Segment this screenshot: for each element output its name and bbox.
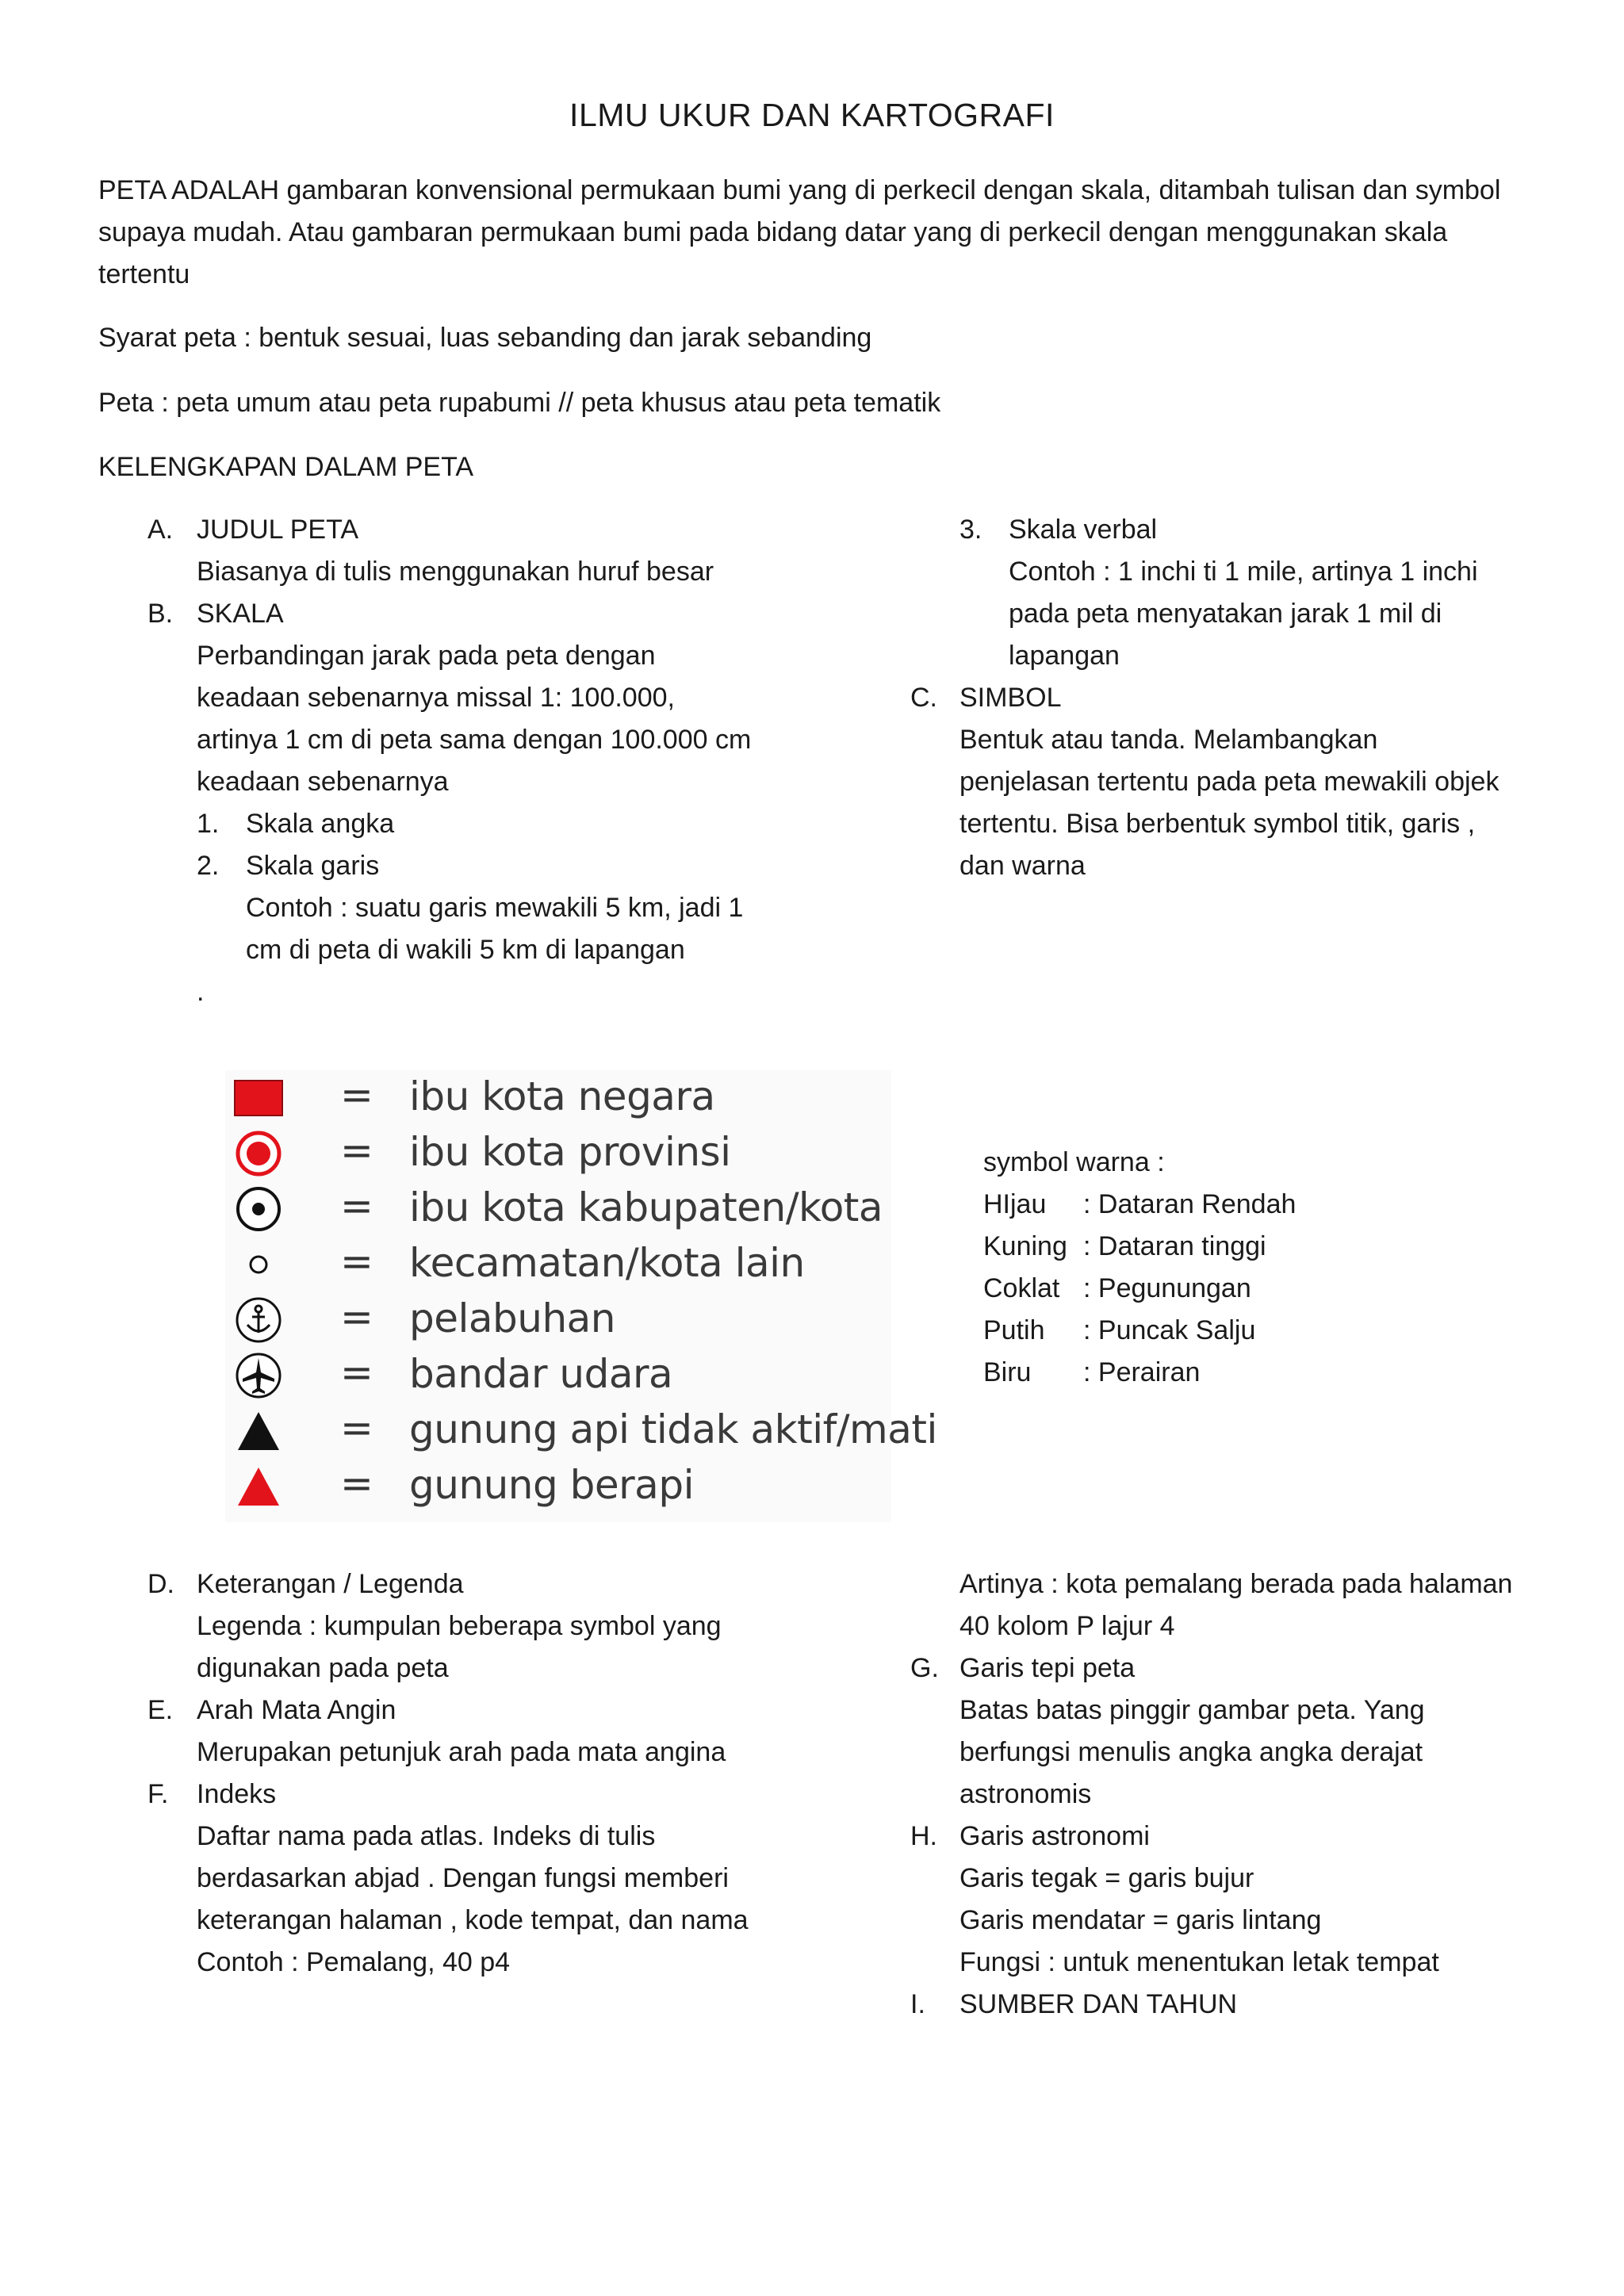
bottom-right-column: [910, 1563, 1545, 2026]
legend-label: gunung berapi: [409, 1462, 694, 1508]
item-line: Legenda : kumpulan beberapa symbol yang: [197, 1611, 722, 1641]
list-item-a: [147, 509, 798, 593]
equals-sign: =: [340, 1294, 373, 1340]
equals-sign: =: [340, 1405, 373, 1451]
list-marker: H.: [910, 1821, 937, 1851]
list-item-i: [910, 1984, 1545, 2026]
sub-marker: 2.: [197, 851, 220, 881]
intro-line: PETA ADALAH gambaran konvensional permukaan bumi yang di perkecil dengan skala, ditambah tulisan dan symbol: [98, 175, 1501, 205]
sub-line: cm di peta di wakili 5 km di lapangan: [246, 935, 685, 965]
equals-sign: =: [340, 1072, 373, 1118]
sub-marker: 1.: [197, 809, 220, 839]
item-line: keadaan sebenarnya: [197, 767, 449, 797]
warna-row: [983, 1268, 1251, 1310]
list-marker: F.: [147, 1779, 169, 1809]
equals-sign: =: [340, 1349, 373, 1395]
list-item-g: [910, 1647, 1545, 1816]
top-left-column: [147, 509, 798, 1013]
item-line: penjelasan tertentu pada peta mewakili objek: [959, 767, 1500, 797]
legend-row: [225, 1292, 891, 1348]
intro-line: tertentu: [98, 259, 190, 289]
item-title: Skala verbal: [1009, 515, 1158, 545]
item-line: keterangan halaman , kode tempat, dan nama: [197, 1905, 749, 1935]
item-line: Biasanya di tulis menggunakan huruf besar: [197, 557, 714, 587]
intro-definition: [98, 170, 1526, 296]
legend-row: [225, 1070, 891, 1126]
list-item-3: [959, 509, 1546, 677]
bottom-left-column: [147, 1563, 798, 1984]
item-line: Daftar nama pada atlas. Indeks di tulis: [197, 1821, 656, 1851]
black-triangle-icon: [233, 1406, 284, 1456]
page-title: ILMU UKUR DAN KARTOGRAFI: [569, 97, 1055, 133]
sub-line: Contoh : suatu garis mewakili 5 km, jadi 1: [246, 893, 744, 923]
warna-row: [983, 1352, 1201, 1394]
legend-label: ibu kota negara: [409, 1073, 715, 1119]
kelengkapan-heading: KELENGKAPAN DALAM PETA: [98, 452, 473, 482]
list-item-e: [147, 1689, 798, 1774]
warna-name: Biru: [983, 1357, 1032, 1387]
legend-row: [225, 1126, 891, 1181]
item-line: Artinya : kota pemalang berada pada halaman: [959, 1569, 1513, 1599]
warna-row: [983, 1184, 1297, 1226]
legend-row: [225, 1403, 937, 1459]
black-dot-ring-icon: [233, 1184, 284, 1234]
list-item-b: [147, 593, 798, 803]
item-line: berdasarkan abjad . Dengan fungsi memberi: [197, 1863, 729, 1893]
list-marker: C.: [910, 683, 937, 713]
legend-label: ibu kota kabupaten/kota: [409, 1184, 883, 1230]
top-right-lower: [910, 677, 1545, 887]
red-square-icon: [233, 1073, 284, 1123]
small-circle-icon: [233, 1239, 284, 1290]
item-title: Indeks: [197, 1779, 277, 1809]
red-dot-ring-icon: [233, 1128, 284, 1179]
equals-sign: =: [340, 1460, 373, 1506]
item-title: Arah Mata Angin: [197, 1695, 396, 1725]
item-line: Merupakan petunjuk arah pada mata angina: [197, 1737, 726, 1767]
symbol-warna-heading: symbol warna :: [983, 1147, 1165, 1177]
list-marker: A.: [147, 515, 174, 545]
item-title: SKALA: [197, 599, 284, 629]
legend-image: [225, 1070, 937, 1522]
equals-sign: =: [340, 1127, 373, 1173]
warna-row: [983, 1310, 1256, 1352]
item-line: keadaan sebenarnya missal 1: 100.000,: [197, 683, 675, 713]
symbol-warna-block: [983, 1142, 1297, 1394]
item-line: artinya 1 cm di peta sama dengan 100.000 cm: [197, 725, 752, 755]
list-item-d: [147, 1563, 798, 1689]
item-line: Bentuk atau tanda. Melambangkan: [959, 725, 1378, 755]
list-marker: E.: [147, 1695, 174, 1725]
legend-row: [225, 1348, 891, 1403]
warna-name: Coklat: [983, 1273, 1060, 1303]
list-marker: B.: [147, 599, 174, 629]
legend-label: kecamatan/kota lain: [409, 1240, 805, 1286]
item-line: Batas batas pinggir gambar peta. Yang: [959, 1695, 1425, 1725]
legend-label: pelabuhan: [409, 1295, 615, 1341]
item-line: tertentu. Bisa berbentuk symbol titik, garis ,: [959, 809, 1476, 839]
item-line: Perbandingan jarak pada peta dengan: [197, 641, 656, 671]
warna-row: [983, 1226, 1266, 1268]
list-item-c: [910, 677, 1545, 887]
legend-row: [225, 1459, 891, 1514]
intro-line: supaya mudah. Atau gambaran permukaan bumi pada bidang datar yang di perkecil dengan menggunakan skala: [98, 217, 1448, 247]
list-marker: 3.: [959, 515, 982, 545]
sub-title: Skala garis: [246, 851, 380, 881]
item-line: dan warna: [959, 851, 1086, 881]
legend-row: [225, 1237, 891, 1292]
legend-label: bandar udara: [409, 1351, 673, 1397]
item-line: digunakan pada peta: [197, 1653, 449, 1683]
item-title: Garis tepi peta: [959, 1653, 1136, 1683]
item-line: lapangan: [1009, 641, 1120, 671]
legend-label: ibu kota provinsi: [409, 1129, 731, 1175]
list-item-f: [147, 1774, 798, 1984]
list-item-h: [910, 1816, 1545, 1984]
item-title: Garis astronomi: [959, 1821, 1150, 1851]
warna-desc: : Puncak Salju: [1083, 1315, 1256, 1345]
item-line: astronomis: [959, 1779, 1092, 1809]
warna-name: HIjau: [983, 1189, 1047, 1219]
equals-sign: =: [340, 1183, 373, 1229]
item-title: Keterangan / Legenda: [197, 1569, 464, 1599]
warna-name: Putih: [983, 1315, 1045, 1345]
item-line: Contoh : Pemalang, 40 p4: [197, 1947, 511, 1977]
item-line: 40 kolom P lajur 4: [959, 1611, 1175, 1641]
warna-name: Kuning: [983, 1231, 1067, 1261]
list-marker: G.: [910, 1653, 939, 1683]
sub-item-2: [147, 845, 798, 971]
top-right-upper: [959, 509, 1546, 677]
indeks-continuation: [959, 1563, 1545, 1647]
legend-row: [225, 1181, 891, 1237]
syarat-peta: Syarat peta : bentuk sesuai, luas sebanding dan jarak sebanding: [98, 323, 872, 353]
red-triangle-icon: [233, 1461, 284, 1512]
warna-desc: : Perairan: [1083, 1357, 1201, 1387]
anchor-icon: [233, 1295, 284, 1345]
legend-label: gunung api tidak aktif/mati: [409, 1406, 937, 1452]
item-title: SUMBER DAN TAHUN: [959, 1989, 1238, 2019]
item-title: JUDUL PETA: [197, 515, 359, 545]
stray-dot: .: [197, 977, 205, 1007]
warna-desc: : Dataran tinggi: [1083, 1231, 1266, 1261]
warna-desc: : Dataran Rendah: [1083, 1189, 1297, 1219]
jenis-peta: Peta : peta umum atau peta rupabumi // peta khusus atau peta tematik: [98, 388, 941, 418]
list-marker: I.: [910, 1989, 925, 2019]
equals-sign: =: [340, 1238, 373, 1284]
sub-item-1: [147, 803, 798, 845]
list-marker: D.: [147, 1569, 174, 1599]
airplane-icon: [233, 1350, 284, 1401]
item-line: berfungsi menulis angka angka derajat: [959, 1737, 1423, 1767]
sub-title: Skala angka: [246, 809, 395, 839]
item-line: Fungsi : untuk menentukan letak tempat: [959, 1947, 1439, 1977]
warna-desc: : Pegunungan: [1083, 1273, 1251, 1303]
item-title: SIMBOL: [959, 683, 1062, 713]
item-line: pada peta menyatakan jarak 1 mil di: [1009, 599, 1442, 629]
item-line: Garis tegak = garis bujur: [959, 1863, 1254, 1893]
item-line: Garis mendatar = garis lintang: [959, 1905, 1322, 1935]
item-line: Contoh : 1 inchi ti 1 mile, artinya 1 inchi: [1009, 557, 1478, 587]
